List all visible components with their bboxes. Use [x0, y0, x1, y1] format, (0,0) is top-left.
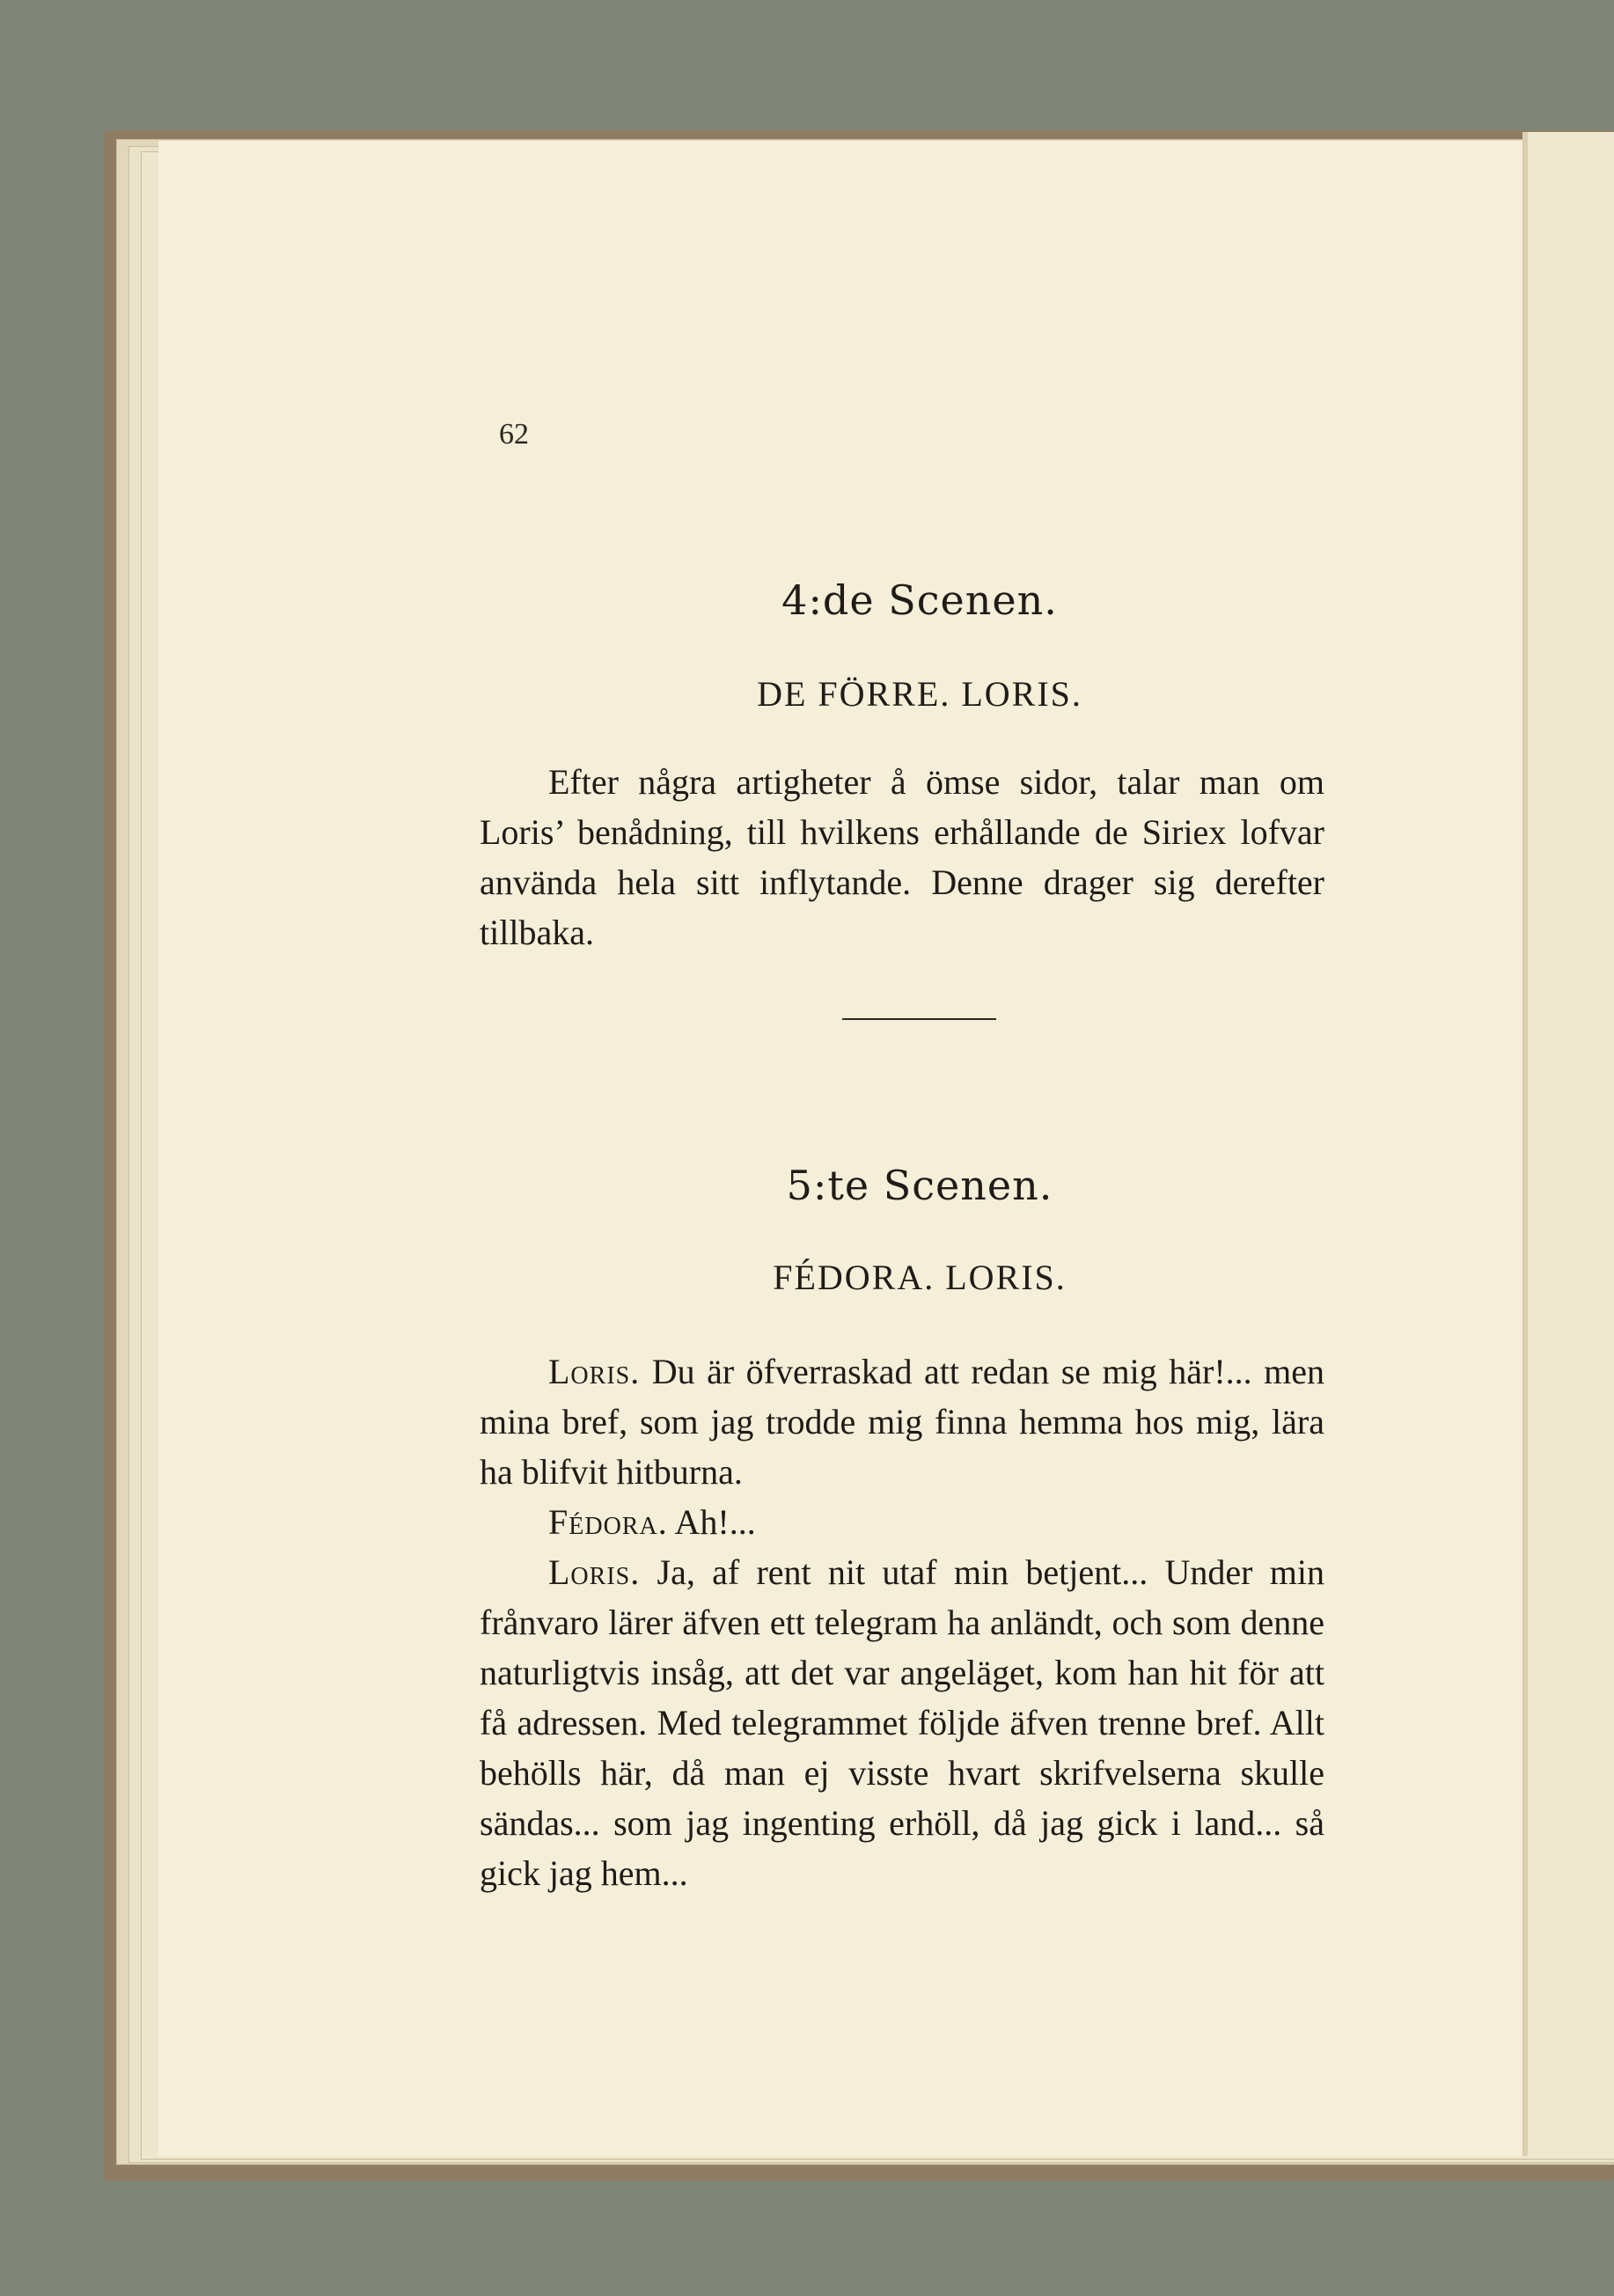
scene-5-title: 5:te Scenen.: [786, 1162, 1053, 1209]
dialogue-line: [480, 1497, 1324, 1547]
facing-page: [1522, 132, 1614, 2156]
dialogue-text: Ah!...: [674, 1502, 756, 1542]
speaker-name: Loris.: [548, 1352, 641, 1391]
dialogue-text: Du är öfverraskad att redan se mig här!... men mina bref, som jag trodde mig finna hemma hos mig, lära ha blifvit hitburna.: [480, 1352, 1325, 1492]
scene-4-stage-direction: [480, 757, 1324, 957]
dialogue-line: [480, 1547, 1324, 1898]
section-divider: [842, 1018, 996, 1020]
page-number: 62: [499, 418, 529, 451]
stage-direction-text: Efter några artigheter å ömse sidor, talar man om Loris’ benådning, till hvilkens erhållande de Siriex lofvar använda hela sitt inflytande. Denne drager sig derefter tillbaka.: [480, 762, 1324, 952]
dialogue-line: [480, 1346, 1324, 1497]
speaker-name: Loris.: [548, 1552, 641, 1592]
scene-4-characters: DE FÖRRE. LORIS.: [757, 674, 1082, 714]
scene-5-characters: FÉDORA. LORIS.: [773, 1258, 1067, 1297]
scene-4-title: 4:de Scenen.: [781, 576, 1058, 624]
speaker-name: Fédora.: [548, 1502, 668, 1542]
dialogue-text: Ja, af rent nit utaf min betjent... Under min frånvaro lärer äfven ett telegram ha anländt, och som denne naturligtvis insåg, att det var angeläget, kom han hit för att få adressen. Med telegrammet följde äfven trenne bref. Allt behölls här, då man ej visste hvart skrifvelserna skulle sändas... som jag ingenting erhöll, då jag gick i land... så gick jag hem...: [480, 1552, 1324, 1893]
